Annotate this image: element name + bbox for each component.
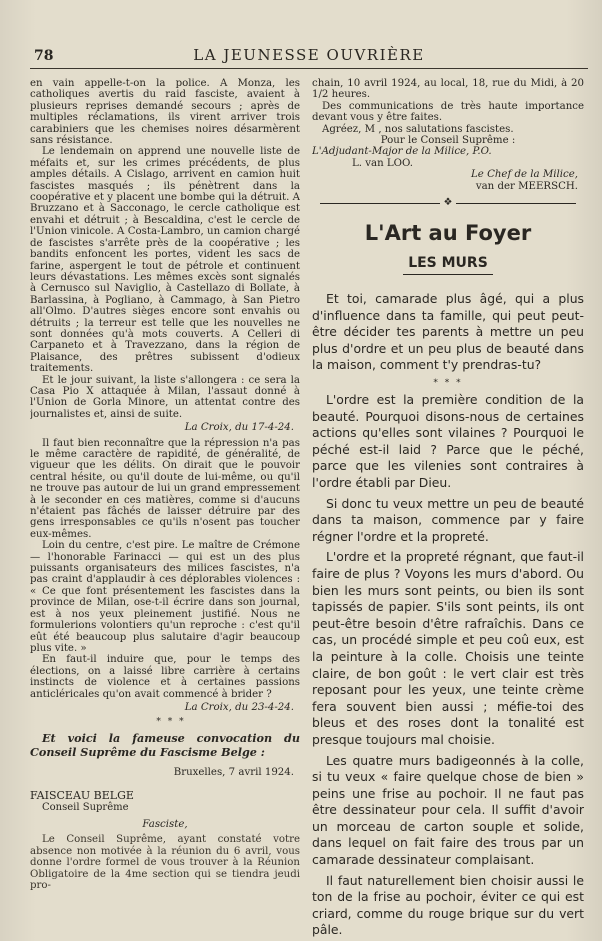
paragraph: Des communications de très haute importance devant vous y être faites.: [312, 100, 584, 124]
section-stars: * * *: [156, 717, 186, 728]
paragraph: L'ordre et la propreté régnant, que faut-il faire de plus ? Voyons les murs d'abord. Ou bien les murs sont peints, ou bien ils sont tapissés de papier. S'ils sont peints, ils ont peut-être besoin d'être rafraîchis. Dans ce cas, un procédé simple et peu coû eux, est la peinture à la colle. Choisis une teinte claire, de bon goût : le vert clair est très reposant pour les yeux, une teinte crème fera souvent bien aussi ; méfie-toi des bleus et des roses dont la tonalité est presque toujours mal choisie.: [312, 549, 584, 747]
for-council-line: Pour le Conseil Suprême :: [380, 135, 516, 147]
paragraph: Il faut bien reconnaître que la répression n'a pas le même caractère de rapidité, de généralité, de vigueur que les délits. On dirait que le pouvoir central hésite, ou qu'il doute de lui-même, ou qu'il ne trouve pas autour de lui un grand empressement à le seconder en ces matières, comme si d'aucuns n'étaient pas fâchés de laisser détruire par des gens irresponsables ce qu'ils n'osent pas toucher eux-mêmes.: [30, 437, 300, 540]
organisation-name: FAISCEAU BELGE: [30, 789, 134, 803]
paragraph: En faut-il induire que, pour le temps des élections, on a laissé libre carrière à certains instincts de violence et à certaines passions anticléricales qu'on avait commencé à brider ?: [30, 654, 300, 700]
paragraph: Si donc tu veux mettre un peu de beauté dans ta maison, commence par y faire régner l'ordre et la propreté.: [312, 495, 584, 544]
section-stars: * * *: [433, 378, 463, 389]
organisation-sub: Conseil Suprême: [42, 801, 129, 813]
article-title: L'Art au Foyer: [364, 221, 532, 246]
paragraph: Le lendemain on apprend une nouvelle liste de méfaits et, sur les crimes précédents, de plus amples détails. A Cislago, arrivent en camion huit fascistes masqués ; ils pénètrent dans la coopérative et y placent une bombe qui la détruit. A Bruzzano et à Sacconago, le cercle catholique est envahi et détruit ; à Bescaldina, c'est le cercle de l'Union vinicole. A Costa-Lambro, un camion chargé de fascistes s'arrête près de la coopérative ; les bandits enfoncent les portes, vident les sacs de farine, aspergent le tout de pétrole et continuent leurs dévastations. Les mêmes excès sont signalés à Cernusco sul Naviglio, à Castellazo di Bollate, à Barlassina, à Pogliano, à Cammago, à San Pietro all'Olmo. D'autres sièges encore sont envahis ou détruits ; la terreur est telle que les nouvelles ne sont données qu'à mots couverts. A Celleri di Carpaneto et à Travezzano, dans la région de Plaisance, des prêtres subissent d'odieux traitements.: [30, 146, 300, 375]
ornament-icon: ❖: [440, 197, 456, 209]
article-subtitle: LES MURS: [408, 255, 488, 272]
section-divider: [320, 197, 576, 209]
paragraph: L'ordre est la première condition de la beauté. Pourquoi disons-nous de certaines actions qu'elles sont vilaines ? Pourquoi le péché est-il laid ? Parce que le péché, parce que les vilenies sont contraires à l'ordre établi par Dieu.: [312, 392, 584, 490]
date-line: Bruxelles, 7 avril 1924.: [173, 766, 294, 778]
article-body: [312, 291, 584, 938]
citation: La Croix, du 23-4-24.: [184, 701, 294, 713]
citation: La Croix, du 17-4-24.: [184, 422, 294, 434]
adjudant-line: L'Adjudant-Major de la Milice, P.O.: [312, 146, 492, 158]
subtitle-rule: [403, 274, 493, 275]
salutation: Fasciste,: [142, 818, 188, 830]
signature: L. van LOO.: [352, 157, 413, 169]
convocation-continuation: [312, 78, 584, 192]
paragraph: en vain appelle-t-on la police. A Monza, les catholiques avertis du raid fasciste, avaient à plusieurs reprises demandé secours ; après de multiples réclamations, ils virent arriver trois carabiniers que les chemises noires désarmèrent sans résistance.: [30, 78, 300, 147]
paragraph: Et toi, camarade plus âgé, qui a plus d'influence dans ta famille, qui peut peut-être décider tes parents à mettre un peu plus d'ordre et un peu plus de beauté dans la maison, comment t'y prendras-tu?: [312, 291, 584, 373]
paragraph: Il faut naturellement bien choisir aussi le ton de la frise au pochoir, éviter ce qui est criard, comme du rouge brique sur du vert pâle.: [312, 872, 584, 938]
journal-title: LA JEUNESSE OUVRIÈRE: [193, 46, 425, 64]
paragraph: chain, 10 avril 1924, au local, 18, rue du Midi, à 20 1/2 heures.: [312, 78, 584, 101]
right-column: [312, 78, 584, 938]
paragraph: Et le jour suivant, la liste s'allongera : ce sera la Casa Pio X attaquée à Milan, l'assaut donné à l'Union de Gorla Minore, un attentat contre des journalistes et, ainsi de suite.: [30, 374, 300, 420]
signature: van der MEERSCH.: [475, 180, 578, 192]
paragraph: Loin du centre, c'est pire. Le maître de Crémone — l'honorable Farinacci — qui est un des plus puissants organisateurs des milices fascistes, n'a pas craint d'applaudir à ces déplorables violences : « Ce que font présentement les fascistes dans la province de Milan, ose-t-il écrire dans son journal, est à nos yeux pleinement justifié. Nous ne formulerions volontiers qu'un reproche : c'est qu'il eût été beaucoup plus salutaire d'agir beaucoup plus vite. »: [30, 540, 300, 654]
left-column: [30, 78, 300, 938]
closing-line: Agréez, M , nos salutations fascistes.: [322, 123, 514, 135]
convocation-heading: Et voici la fameuse convocation du Conseil Suprême du Fascisme Belge :: [30, 730, 300, 759]
paragraph: Les quatre murs badigeonnés à la colle, si tu veux « faire quelque chose de bien » peins une frise au pochoir. Il ne faut pas être dessinateur pour cela. Il suffit d'avoir un morceau de carton souple et solide, dans lequel on fait faire des trous par un camarade dessinateur complaisant.: [312, 752, 584, 868]
chef-title: Le Chef de la Milice,: [471, 169, 578, 181]
page-header: [30, 44, 588, 69]
page-number: 78: [34, 48, 54, 64]
paragraph: Le Conseil Suprême, ayant constaté votre absence non motivée à la réunion du 6 avril, vous donne l'ordre formel de vous trouver à la Réunion Obligatoire de la 4me section qui se tiendra jeudi pro-: [30, 834, 300, 891]
